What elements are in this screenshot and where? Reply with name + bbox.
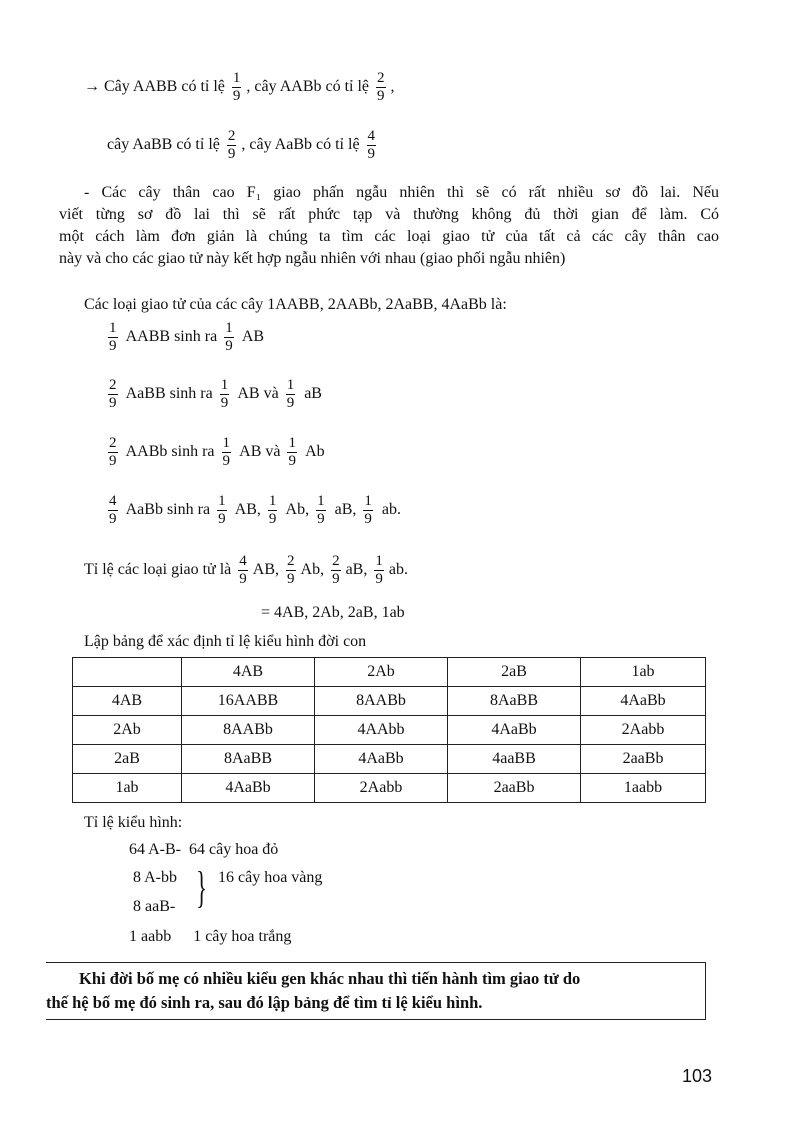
table-caption: Lập bảng để xác định tỉ lệ kiểu hình đời con xyxy=(84,633,367,650)
fraction: $\frac{2}{9}$ xyxy=(109,435,117,469)
arrow-icon: → xyxy=(84,78,100,96)
table-cell: 1ab xyxy=(73,774,182,803)
table-cell: 2Aabb xyxy=(315,774,448,803)
genotype-label: 8 A-bb xyxy=(133,869,177,886)
summary-text: cây AaBB có tỉ lệ xyxy=(107,136,220,154)
table-cell: 2aB xyxy=(73,745,182,774)
gamete-text: ab. xyxy=(381,501,401,519)
table-cell: 8AaBB xyxy=(182,745,315,774)
table-header-cell: 2Ab xyxy=(315,658,448,687)
gamete-text: AB, xyxy=(234,501,261,519)
gamete-text: Ab xyxy=(305,443,325,461)
fraction: $\frac{2}{9}$ xyxy=(332,553,340,587)
fraction: $\frac{1}{9}$ xyxy=(286,377,295,411)
table-header-row xyxy=(73,658,706,687)
table-cell: 4aaBB xyxy=(448,745,581,774)
table-header-cell: 4AB xyxy=(182,658,315,687)
paragraph-line: - Các cây thân cao F₁ giao phấn ngẫu nhiên thì sẽ có rất nhiều sơ đồ lai. Nếu xyxy=(84,184,719,201)
fraction: $\frac{2}{9}$ xyxy=(287,553,295,587)
table-cell: 2Aabb xyxy=(581,716,706,745)
paragraph-line: này và cho các giao tử này kết hợp ngẫu nhiên với nhau (giao phối ngẫu nhiên) xyxy=(59,250,566,267)
gamete-row xyxy=(105,320,264,355)
paragraph-line: viết từng sơ đồ lai thì sẽ rất phức tạp và thường không đủ thời gian để làm. Có xyxy=(59,206,719,223)
fraction: $\frac{1}{9}$ xyxy=(220,377,229,411)
gamete-ratio xyxy=(84,553,408,588)
summary-text: , xyxy=(390,78,395,96)
genotype-label: 64 A-B- xyxy=(129,841,181,858)
fraction: $\frac{2}{9}$ xyxy=(227,128,236,162)
ratio-text: AB, xyxy=(252,561,280,579)
summary-line-2 xyxy=(107,128,381,163)
gamete-text: AABB sinh ra xyxy=(125,328,218,346)
gamete-text: AB và xyxy=(237,385,279,403)
phenotype-label: 16 cây hoa vàng xyxy=(218,869,323,886)
fraction: $\frac{1}{9}$ xyxy=(225,320,233,354)
fraction: $\frac{1}{9}$ xyxy=(364,493,372,527)
ratio-equals: = 4AB, 2Ab, 2aB, 1ab xyxy=(261,604,405,621)
ratio-text: aB, xyxy=(345,561,368,579)
table-cell: 4AaBb xyxy=(315,745,448,774)
genotype-label: 1 aabb xyxy=(129,928,172,945)
table-cell: 8AaBB xyxy=(448,687,581,716)
table-cell: 1aabb xyxy=(581,774,706,803)
phenotype-line-1 xyxy=(129,841,278,859)
fraction: $\frac{1}{9}$ xyxy=(288,435,296,469)
fraction: $\frac{1}{9}$ xyxy=(317,493,325,527)
table-cell: 8AABb xyxy=(182,716,315,745)
table-cell: 2Ab xyxy=(73,716,182,745)
fraction: $\frac{4}{9}$ xyxy=(367,128,376,162)
table-cell: 4AB xyxy=(73,687,182,716)
ratio-label: Tỉ lệ các loại giao tử là xyxy=(84,561,232,579)
gamete-text: aB xyxy=(304,385,322,403)
table-cell: 16AABB xyxy=(182,687,315,716)
note-line: thế hệ bố mẹ đó sinh ra, sau đó lập bảng để tìm tỉ lệ kiểu hình. xyxy=(46,993,483,1012)
gamete-text: AB xyxy=(241,328,265,346)
fraction: $\frac{1}{9}$ xyxy=(109,320,117,354)
phenotype-line-4 xyxy=(129,928,291,946)
ratio-text: Ab, xyxy=(300,561,325,579)
paragraph-line: một cách làm đơn giản là chúng ta tìm các loại giao tử của tất cả các cây thân cao xyxy=(59,228,719,245)
gamete-row xyxy=(105,493,401,528)
summary-line-1 xyxy=(84,70,395,105)
table-header-cell: 2aB xyxy=(448,658,581,687)
table-row xyxy=(73,745,706,774)
table-cell: 4AaBb xyxy=(448,716,581,745)
fraction: $\frac{4}{9}$ xyxy=(239,553,247,587)
phenotype-label: 1 cây hoa trắng xyxy=(193,928,292,945)
fraction: $\frac{1}{9}$ xyxy=(218,493,226,527)
table-cell: 4AaBb xyxy=(581,687,706,716)
gamete-row xyxy=(105,377,322,412)
table-header-cell: 1ab xyxy=(581,658,706,687)
gamete-text: AaBB sinh ra xyxy=(125,385,213,403)
note-box xyxy=(46,962,706,1020)
punnett-table xyxy=(72,657,706,803)
summary-text: , cây AABb có tỉ lệ xyxy=(246,78,370,96)
page-number: 103 xyxy=(682,1066,713,1086)
table-cell: 2aaBb xyxy=(581,745,706,774)
table-cell: 8AABb xyxy=(315,687,448,716)
genotype-label: 8 aaB- xyxy=(133,898,176,915)
table-row xyxy=(73,716,706,745)
summary-text: Cây AABB có tỉ lệ xyxy=(104,78,225,96)
table-row xyxy=(73,687,706,716)
fraction: $\frac{1}{9}$ xyxy=(232,70,241,104)
fraction: $\frac{4}{9}$ xyxy=(109,493,117,527)
table-header-cell xyxy=(73,658,182,687)
gamete-text: AABb sinh ra xyxy=(125,443,215,461)
ratio-text: ab. xyxy=(388,561,408,579)
paragraph-1 xyxy=(59,182,719,270)
gamete-text: Ab, xyxy=(285,501,310,519)
gamete-text: AaBb sinh ra xyxy=(125,501,211,519)
brace-icon: } xyxy=(196,863,207,912)
gametes-intro: Các loại giao tử của các cây 1AABB, 2AABb, 2AaBB, 4AaBb là: xyxy=(84,296,507,313)
table-cell: 4AaBb xyxy=(182,774,315,803)
fraction: $\frac{2}{9}$ xyxy=(109,377,117,411)
phenotype-label: 64 cây hoa đỏ xyxy=(189,841,279,858)
table-row xyxy=(73,774,706,803)
table-cell: 4AAbb xyxy=(315,716,448,745)
gamete-row xyxy=(105,435,325,470)
fraction: $\frac{1}{9}$ xyxy=(268,493,277,527)
fraction: $\frac{1}{9}$ xyxy=(222,435,231,469)
gamete-text: AB và xyxy=(239,443,281,461)
table-cell: 2aaBb xyxy=(448,774,581,803)
fraction: $\frac{2}{9}$ xyxy=(377,70,385,104)
note-line: Khi đời bố mẹ có nhiều kiểu gen khác nhau thì tiến hành tìm giao tử do xyxy=(79,969,581,988)
gamete-text: aB, xyxy=(334,501,357,519)
fraction: $\frac{1}{9}$ xyxy=(375,553,383,587)
phenotype-title: Tỉ lệ kiểu hình: xyxy=(84,814,183,831)
summary-text: , cây AaBb có tỉ lệ xyxy=(241,136,360,154)
